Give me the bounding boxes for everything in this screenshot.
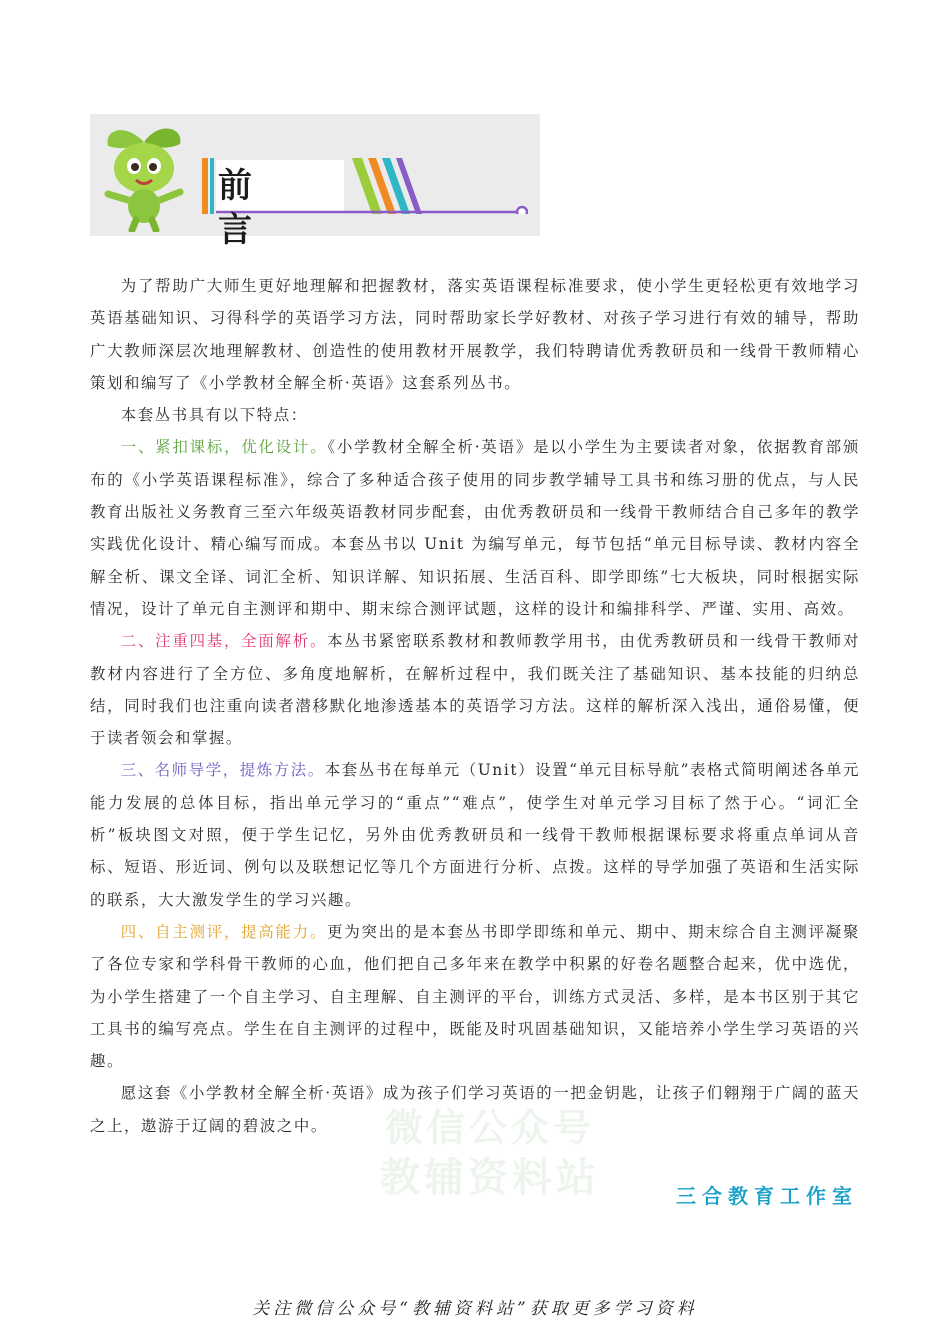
- feature-3-body: 本套丛书在每单元（Unit）设置“单元目标导航”表格式简明阐述各单元能力发展的总体目标，指出单元学习的“重点”“难点”，使学生对单元学习目标了然于心。“词汇全析”板块图文对照，便于学生记忆，另外由优秀教研员和一线骨干教师根据课标要求将重点单词从音标、短语、形近词、例句以及联想记忆等几个方面进行分析、点拨。这样的导学加强了英语和生活实际的联系，大大激发学生的学习兴趣。: [90, 761, 860, 909]
- footer-note: 关注微信公众号“教辅资料站”获取更多学习资料: [252, 1299, 698, 1319]
- page-title: 前言: [218, 166, 280, 250]
- closing-paragraph: 愿这套《小学教材全解全析·英语》成为孩子们学习英语的一把金钥匙，让孩子们翱翔于广阔的蓝天之上，遨游于辽阔的碧波之中。: [90, 1084, 860, 1135]
- watermark-line-2: 教辅资料站: [380, 1155, 600, 1201]
- preface-body: [90, 270, 860, 1142]
- feature-1-heading: 一、紧扣课标，优化设计。: [120, 438, 328, 457]
- features-lead: 本套丛书具有以下特点：: [120, 406, 308, 425]
- feature-1-paragraph: [90, 431, 860, 625]
- intro-paragraph: 为了帮助广大师生更好地理解和把握教材，落实英语课程标准要求，使小学生更轻松更有效地学习英语基础知识、习得科学的英语学习方法，同时帮助家长学好教材、对孩子学习进行有效的辅导，帮助广大教师深层次地理解教材、创造性的使用教材开展教学，我们特聘请优秀教研员和一线骨干教师精心策划和编写了《小学教材全解全析·英语》这套系列丛书。: [90, 277, 860, 392]
- feature-4-paragraph: [90, 916, 860, 1077]
- feature-2-body: 本丛书紧密联系教材和教师教学用书，由优秀教研员和一线骨干教师对教材内容进行了全方位、多角度地解析，在解析过程中，我们既关注了基础知识、基本技能的归纳总结，同时我们也注重向读者潜移默化地渗透基本的英语学习方法。这样的解析深入浅出，通俗易懂，便于读者领会和掌握。: [90, 632, 860, 748]
- sprout-mascot-icon: [94, 120, 194, 232]
- feature-1-body: 《小学教材全解全析·英语》是以小学生为主要读者对象，依据教育部颁布的《小学英语课程标准》，综合了多种适合孩子使用的同步教学辅导工具书和练习册的优点，与人民教育出版社义务教育三至六年级英语教材同步配套，由优秀教研员和一线骨干教师结合自己多年的教学实践优化设计、精心编写而成。本套丛书以 Unit 为编写单元，每节包括“单元目标导读、教材内容全解全析、课文全译、词汇全析、知识详解、知识拓展、生活百科、即学即练”七大板块，同时根据实际情况，设计了单元自主测评和期中、期末综合测评试题，这样的设计和编排科学、严谨、实用、高效。: [90, 438, 860, 618]
- feature-2-paragraph: [90, 625, 860, 754]
- feature-2-heading: 二、注重四基，全面解析。: [120, 632, 328, 651]
- feature-4-body: 更为突出的是本套丛书即学即练和单元、期中、期末综合自主测评凝聚了各位专家和学科骨干教师的心血，他们把自己多年来在教学中积累的好卷名题整合起来，优中选优，为小学生搭建了一个自主学习、自主理解、自主测评的平台，训练方式灵活、多样，是本书区别于其它工具书的编写亮点。学生在自主测评的过程中，既能及时巩固基础知识，又能培养小学生学习英语的兴趣。: [90, 922, 860, 1071]
- feature-3-paragraph: [90, 754, 860, 915]
- signature: 三合教育工作室: [676, 1184, 858, 1208]
- preface-header-banner: [90, 114, 540, 250]
- feature-3-heading: 三、名师导学，提炼方法。: [120, 761, 325, 780]
- watermark-line-1: 微信公众号: [384, 1106, 595, 1150]
- feature-4-heading: 四、自主测评，提高能力。: [120, 922, 328, 941]
